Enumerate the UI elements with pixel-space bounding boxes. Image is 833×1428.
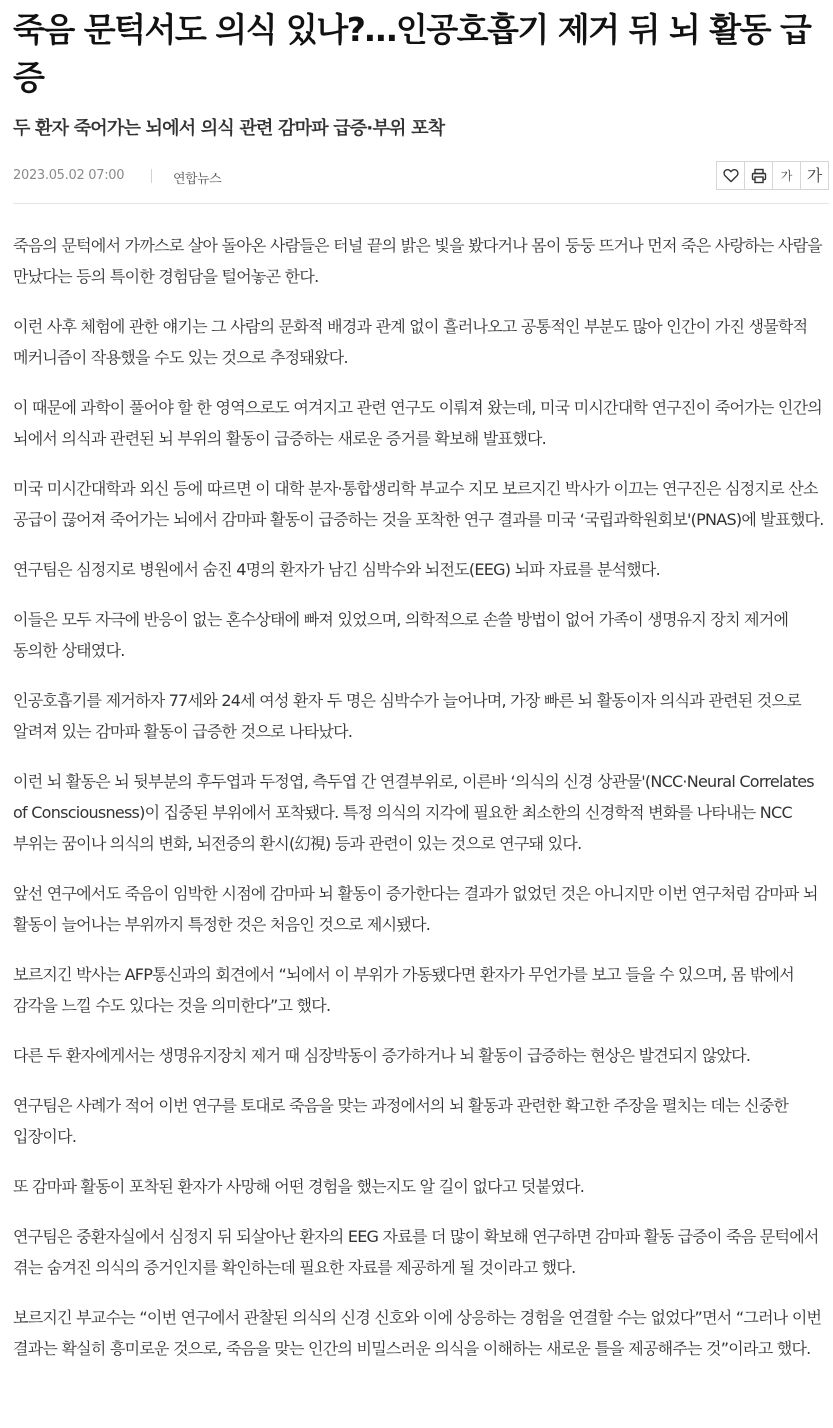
article-paragraph: 다른 두 환자에게서는 생명유지장치 제거 때 심장박동이 증가하거나 뇌 활동이 급증하는 현상은 발견되지 않았다. bbox=[13, 1046, 751, 1065]
font-size-decrease-button[interactable] bbox=[772, 161, 801, 190]
print-button[interactable] bbox=[744, 161, 773, 190]
article-paragraph: 이런 뇌 활동은 뇌 뒷부분의 후두엽과 두정엽, 측두엽 간 연결부위로, 이른바 ‘의식의 신경 상관물'(NCC·Neural Correlates of Consciousness)이 집중된 부위에서 포착됐다. 특정 의식의 지각에 필요한 최소한의 신경학적 변화를 나타내는 NCC 부위는 꿈이나 의식의 변화, 뇌전증의 환시(幻視) 등과 관련이 있는 것으로 연구돼 있다. bbox=[13, 772, 814, 853]
article-paragraph: 연구팀은 심정지로 병원에서 숨진 4명의 환자가 남긴 심박수와 뇌전도(EEG) 뇌파 자료를 분석했다. bbox=[13, 560, 660, 579]
article-subtitle: 두 환자 죽어가는 뇌에서 의식 관련 감마파 급증·부위 포착 bbox=[13, 118, 445, 139]
article-paragraph: 연구팀은 중환자실에서 심정지 뒤 되살아난 환자의 EEG 자료를 더 많이 확보해 연구하면 감마파 활동 급증이 죽음 문턱에서 겪는 숨겨진 의식의 증거인지를 확인하는데 필요한 자료를 제공하게 될 것이라고 했다. bbox=[13, 1227, 819, 1277]
article-headline: 죽음 문턱서도 의식 있나?…인공호흡기 제거 뒤 뇌 활동 급증 bbox=[13, 10, 811, 97]
font-size-increase-button[interactable] bbox=[800, 161, 829, 190]
like-button[interactable] bbox=[716, 161, 745, 190]
publish-date: 2023.05.02 07:00 bbox=[13, 168, 125, 183]
article-paragraph: 연구팀은 사례가 적어 이번 연구를 토대로 죽음을 맞는 과정에서의 뇌 활동과 관련한 확고한 주장을 펼치는 데는 신중한 입장이다. bbox=[13, 1096, 789, 1146]
article-paragraph: 보르지긴 부교수는 “이번 연구에서 관찰된 의식의 신경 신호와 이에 상응하는 경험을 연결할 수는 없었다”면서 “그러나 이번 결과는 확실히 흥미로운 것으로, 죽음을 맞는 인간의 비밀스러운 의식을 이해하는 새로운 틀을 제공해주는 것”이라고 했다. bbox=[13, 1308, 822, 1358]
article-paragraph: 인공호흡기를 제거하자 77세와 24세 여성 환자 두 명은 심박수가 늘어나며, 가장 빠른 뇌 활동이자 의식과 관련된 것으로 알려져 있는 감마파 활동이 급증한 것으로 나타났다. bbox=[13, 691, 801, 741]
article-paragraph: 이 때문에 과학이 풀어야 할 한 영역으로도 여겨지고 관련 연구도 이뤄져 왔는데, 미국 미시간대학 연구진이 죽어가는 인간의 뇌에서 의식과 관련된 뇌 부위의 활동이 급증하는 새로운 증거를 확보해 발표했다. bbox=[13, 398, 823, 448]
heart-icon bbox=[723, 168, 739, 183]
article-paragraph: 또 감마파 활동이 포착된 환자가 사망해 어떤 경험을 했는지도 알 길이 없다고 덧붙였다. bbox=[13, 1177, 585, 1196]
printer-icon bbox=[751, 168, 767, 184]
meta-divider bbox=[151, 169, 152, 183]
font-large-label: 가 bbox=[806, 165, 823, 185]
font-small-label: 가 bbox=[780, 168, 793, 183]
article-paragraph: 미국 미시간대학과 외신 등에 따르면 이 대학 분자·통합생리학 부교수 지모 보르지긴 박사가 이끄는 연구진은 심정지로 산소 공급이 끊어져 죽어가는 뇌에서 감마파 활동이 급증하는 것을 포착한 연구 결과를 미국 ‘국립과학원회보'(PNAS)에 발표했다. bbox=[13, 479, 824, 529]
article-paragraph: 이런 사후 체험에 관한 얘기는 그 사람의 문화적 배경과 관계 없이 흘러나오고 공통적인 부분도 많아 인간이 가진 생물학적 메커니즘이 작용했을 수도 있는 것으로 추정돼왔다. bbox=[13, 317, 808, 367]
article-paragraph: 죽음의 문턱에서 가까스로 살아 돌아온 사람들은 터널 끝의 밝은 빛을 봤다거나 몸이 둥둥 뜨거나 먼저 죽은 사랑하는 사람을 만났다는 등의 특이한 경험담을 털어놓곤 한다. bbox=[13, 236, 823, 286]
article-body bbox=[13, 204, 829, 1364]
news-source: 연합뉴스 bbox=[173, 172, 222, 187]
article-paragraph: 보르지긴 박사는 AFP통신과의 회견에서 “뇌에서 이 부위가 가동됐다면 환자가 무언가를 보고 들을 수 있으며, 몸 밖에서 감각을 느낄 수도 있다는 것을 의미한다”고 했다. bbox=[13, 965, 794, 1015]
article-paragraph: 이들은 모두 자극에 반응이 없는 혼수상태에 빠져 있었으며, 의학적으로 손쓸 방법이 없어 가족이 생명유지 장치 제거에 동의한 상태였다. bbox=[13, 610, 789, 660]
article-paragraph: 앞선 연구에서도 죽음이 임박한 시점에 감마파 뇌 활동이 증가한다는 결과가 없었던 것은 아니지만 이번 연구처럼 감마파 뇌 활동이 늘어나는 부위까지 특정한 것은 처음인 것으로 제시됐다. bbox=[13, 884, 818, 934]
article-tools bbox=[716, 161, 829, 190]
article-meta bbox=[13, 161, 829, 193]
